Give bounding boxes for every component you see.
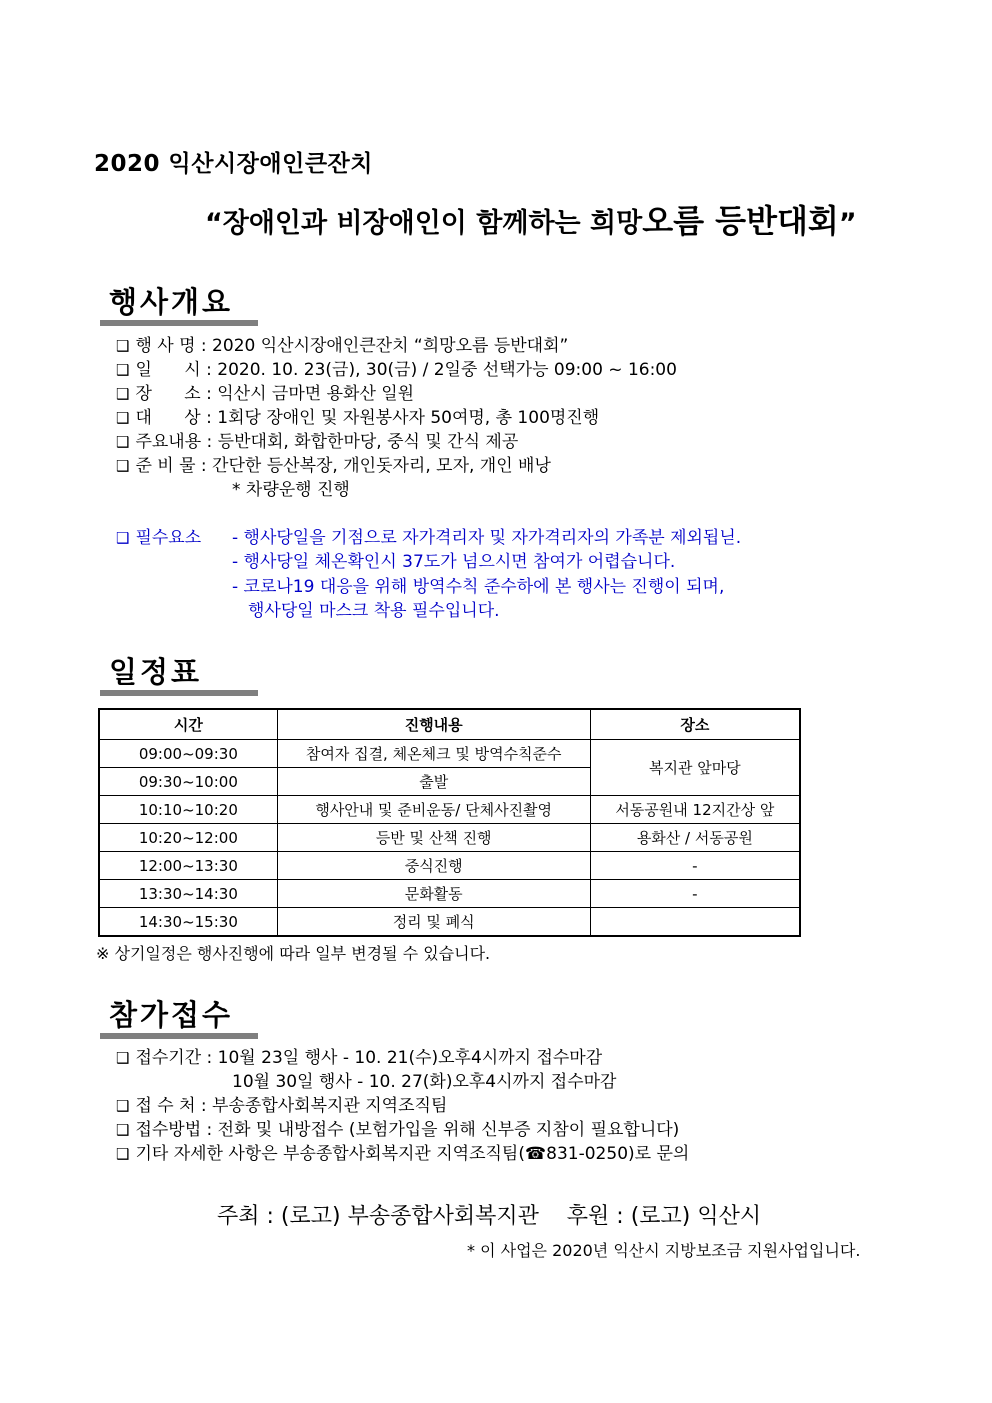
overview-item-supplies: ❑ 준 비 물 : 간단한 등산복장, 개인돗자리, 모자, 개인 배낭 [116,456,551,476]
schedule-table [98,708,801,937]
table-row [99,908,800,937]
schedule-heading-underline [100,690,258,696]
event-title [205,196,857,242]
overview-sub-note: * 차량운행 진행 [232,480,350,500]
title-part-small: 장애인과 비장애인이 함께하는 [222,208,591,239]
place-cell: 서동공원내 12지간상 앞 [590,796,800,824]
column-header-content: 진행내용 [277,709,590,740]
required-item [116,523,201,548]
table-row [99,852,800,880]
content-cell: 참여자 집결, 체온체크 및 방역수칙준수 [277,740,590,768]
checkbox-icon: ❑ [116,361,130,379]
checkbox-icon: ❑ [116,337,130,355]
schedule-heading: 일정표 [109,655,203,689]
place-cell: - [590,852,800,880]
time-cell: 09:00~09:30 [99,740,277,768]
title-close-quote: ” [838,208,857,239]
required-line-3: - 코로나19 대응을 위해 방역수칙 준수하에 본 행사는 진행이 되며, [232,577,725,597]
required-line-4: 행사당일 마스크 착용 필수입니다. [248,601,500,621]
time-cell: 09:30~10:00 [99,768,277,796]
checkbox-icon: ❑ [116,1145,130,1163]
registration-heading: 참가접수 [109,998,234,1032]
required-line-2: - 행사당일 체온확인시 37도가 넘으시면 참여가 어렵습니다. [232,552,676,572]
checkbox-icon: ❑ [116,433,130,451]
checkbox-icon: ❑ [116,385,130,403]
overview-heading-underline [100,320,258,326]
checkbox-icon: ❑ [116,529,130,547]
title-part-big: 오름 등반대회 [642,202,839,240]
content-cell: 등반 및 산책 진행 [277,824,590,852]
column-header-time: 시간 [99,709,277,740]
table-header-row [99,709,800,740]
time-cell: 10:10~10:20 [99,796,277,824]
table-row [99,740,800,768]
registration-item-period: ❑ 접수기간 : 10월 23일 행사 - 10. 21(수)오후4시까지 접수마감 [116,1048,603,1068]
overview-item-place: ❑ 장 소 : 익산시 금마면 용화산 일원 [116,384,415,404]
place-cell: - [590,880,800,908]
checkbox-icon: ❑ [116,1049,130,1067]
overview-item-name: ❑ 행 사 명 : 2020 익산시장애인큰잔치 “희망오름 등반대회” [116,336,569,356]
checkbox-icon: ❑ [116,1097,130,1115]
organization-line: 2020 익산시장애인큰잔치 [94,151,373,177]
funding-note: * 이 사업은 2020년 익산시 지방보조금 지원사업입니다. [467,1241,861,1260]
table-row [99,824,800,852]
overview-item-date: ❑ 일 시 : 2020. 10. 23(금), 30(금) / 2일중 선택가능 09:00 ~ 16:00 [116,360,677,380]
required-line-1: - 행사당일을 기점으로 자가격리자 및 자가격리자의 가족분 제외됩닏. [232,528,742,548]
registration-item-method: ❑ 접수방법 : 전화 및 내방접수 (보험가입을 위해 신부증 지참이 필요합니다) [116,1120,680,1140]
time-cell: 13:30~14:30 [99,880,277,908]
required-label: 필수요소 [135,528,202,548]
overview-item-target: ❑ 대 상 : 1회당 장애인 및 자원봉사자 50여명, 총 100명진행 [116,408,600,428]
time-cell: 14:30~15:30 [99,908,277,937]
content-cell: 중식진행 [277,852,590,880]
table-row [99,880,800,908]
registration-heading-underline [100,1033,258,1039]
time-cell: 12:00~13:30 [99,852,277,880]
registration-item-office: ❑ 접 수 처 : 부송종합사회복지관 지역조직팀 [116,1096,448,1116]
table-row [99,796,800,824]
overview-heading: 행사개요 [109,285,234,319]
content-cell: 출발 [277,768,590,796]
time-cell: 10:20~12:00 [99,824,277,852]
registration-period-line-2: 10월 30일 행사 - 10. 27(화)오후4시까지 접수마감 [232,1072,617,1092]
title-open-quote: “ [205,208,223,239]
registration-item-contact: ❑ 기타 자세한 사항은 부송종합사회복지관 지역조직팀(☎831-0250)로 문의 [116,1144,690,1164]
place-cell [590,908,800,937]
title-part-mid: 희망 [590,208,643,239]
overview-item-content: ❑ 주요내용 : 등반대회, 화합한마당, 중식 및 간식 제공 [116,432,519,452]
host-sponsor-line: 주최 : (로고) 부송종합사회복지관 후원 : (로고) 익산시 [217,1204,762,1229]
place-cell: 용화산 / 서동공원 [590,824,800,852]
content-cell: 정리 및 폐식 [277,908,590,937]
content-cell: 행사안내 및 준비운동/ 단체사진촬영 [277,796,590,824]
schedule-note: ※ 상기일정은 행사진행에 따라 일부 변경될 수 있습니다. [96,944,491,963]
column-header-place: 장소 [590,709,800,740]
checkbox-icon: ❑ [116,457,130,475]
checkbox-icon: ❑ [116,409,130,427]
place-cell: 복지관 앞마당 [590,740,800,796]
content-cell: 문화활동 [277,880,590,908]
checkbox-icon: ❑ [116,1121,130,1139]
